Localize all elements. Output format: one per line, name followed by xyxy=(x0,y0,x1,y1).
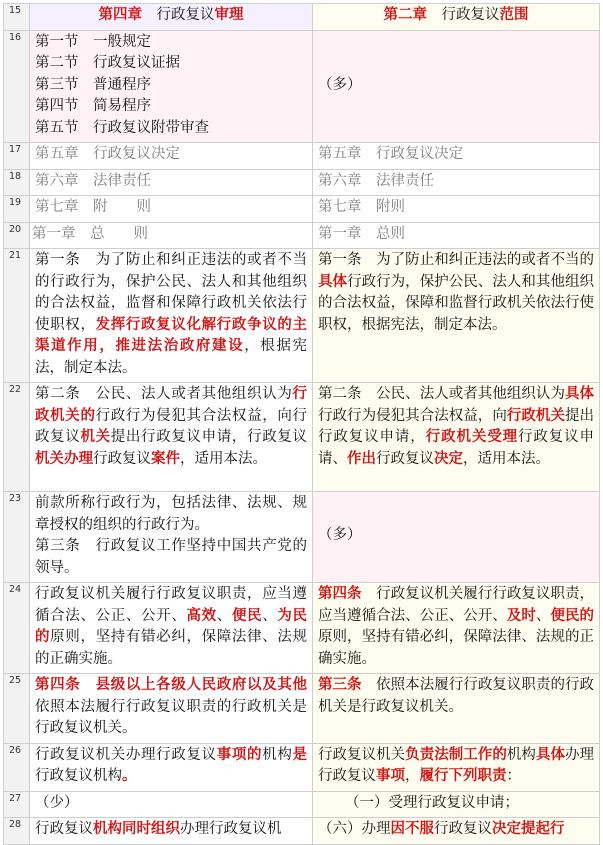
text-span: 第七章 附 则 xyxy=(35,199,151,215)
text-span: 高效 xyxy=(186,607,217,624)
text-span: 行政机关受理 xyxy=(425,429,518,445)
row-number: 16 xyxy=(4,30,30,143)
row-number: 25 xyxy=(4,674,30,744)
text-span: ， xyxy=(405,768,420,784)
text-span: 第一章 总则 xyxy=(318,225,405,242)
old-text-cell xyxy=(30,169,313,196)
text-span: 行政复议 xyxy=(427,7,500,23)
text-span: 范围 xyxy=(499,7,529,23)
text-span: 行政行为侵犯其合法权益，向 xyxy=(318,407,507,424)
text-span: 行政行为，保护公民、法人和其他组织的合法权益，保障和监督行政机关依法行使职权，根据宪法，制定本法。 xyxy=(318,273,595,333)
text-span: 案件 xyxy=(151,450,180,467)
text-span: （多） xyxy=(318,76,362,93)
new-text-cell xyxy=(313,743,600,791)
text-span: 机关 xyxy=(80,429,111,445)
old-text-cell xyxy=(30,249,313,383)
section-line: 第四节 简易程序 xyxy=(35,98,151,114)
table-row xyxy=(4,196,600,223)
new-text-cell xyxy=(313,492,600,583)
table-row xyxy=(4,30,600,143)
old-text-cell xyxy=(30,143,313,170)
text-span: 原则，坚持有错必纠，保障法律、法规的正确实施。 xyxy=(35,629,308,667)
text-span: 履行下列职责 xyxy=(419,768,507,784)
text-span: （一）受理行政复议申请； xyxy=(345,794,519,811)
text-span: 具体 xyxy=(535,746,565,763)
table-row xyxy=(4,818,600,845)
table-row xyxy=(4,222,600,249)
text-span: 机关办理 xyxy=(35,450,93,467)
text-span: 机构同时组织 xyxy=(93,821,180,837)
text-span: 决定提起行 xyxy=(492,821,565,837)
new-text-cell xyxy=(313,30,600,143)
text-span: 作出 xyxy=(347,450,376,467)
text-span: 、 xyxy=(262,607,278,624)
new-text-cell xyxy=(313,674,600,744)
row-number: 15 xyxy=(4,4,30,31)
section-line: 第一节 一般规定 xyxy=(35,33,151,50)
text-span: 第六章 法律责任 xyxy=(318,172,434,189)
new-text-cell xyxy=(313,222,600,249)
old-text-cell xyxy=(30,4,313,31)
table-row xyxy=(4,4,600,31)
new-text-cell xyxy=(313,143,600,170)
text-span: 第五章 行政复议决定 xyxy=(318,146,463,162)
text-span: 行政复议机构 xyxy=(35,768,122,784)
text-span: ，适用本法。 xyxy=(463,450,550,467)
table-row xyxy=(4,249,600,383)
old-text-cell xyxy=(30,30,313,143)
text-span: 第四章 xyxy=(98,7,142,23)
text-span: 事项的 xyxy=(216,746,263,763)
text-span: 便民的 xyxy=(550,607,595,624)
text-span: 办理行政复议机 xyxy=(180,821,282,837)
text-span: 行政复议 xyxy=(93,450,151,467)
text-span: 依照本法履行行政复议职责的行政机关是行政复议机关。 xyxy=(35,698,307,736)
text-span: 行政复议 xyxy=(434,821,492,837)
old-text-cell xyxy=(30,674,313,744)
text-span: 行政复议 xyxy=(142,7,215,23)
text-span: 行政复议 xyxy=(376,450,434,467)
text-span: （六）办理 xyxy=(318,821,391,837)
old-text-cell xyxy=(30,583,313,674)
table-row xyxy=(4,791,600,818)
text-span: 办理行政复议 xyxy=(318,746,595,784)
text-span: 事项 xyxy=(376,768,405,784)
text-span: 第一条 为了防止和纠正违法的或者不当的行政行为，保护公民、法人和其他组织的合法权益，监督和保障行政机关依法行使职权， xyxy=(35,252,307,333)
row-number: 23 xyxy=(4,492,30,583)
text-span: 机构 xyxy=(506,746,536,763)
text-span: 便民 xyxy=(231,607,263,624)
comparison-table xyxy=(3,3,600,845)
text-span: 第五章 行政复议决定 xyxy=(35,146,180,162)
text-span: 决定 xyxy=(434,450,463,467)
new-text-cell xyxy=(313,196,600,223)
text-span: 行政机关 xyxy=(506,407,565,424)
table-row xyxy=(4,583,600,674)
old-text-cell xyxy=(30,383,313,492)
new-text-cell xyxy=(313,818,600,845)
old-text-cell xyxy=(30,492,313,583)
text-span: 负责法制工作的 xyxy=(405,746,507,763)
text-span: 具体 xyxy=(318,273,348,290)
text-span: 机构 xyxy=(262,746,293,763)
new-text-cell xyxy=(313,249,600,383)
text-span: 行政复议机关履行行政复议职责，应当遵循合法、公正、公开、 xyxy=(318,586,595,624)
new-text-cell xyxy=(313,383,600,492)
table-row xyxy=(4,169,600,196)
old-text-cell xyxy=(30,818,313,845)
text-span: 发挥行政复议化解行政争议的主渠道作用，推进法治政府建设 xyxy=(35,316,308,354)
text-span: 因不服 xyxy=(390,821,434,837)
text-span: 。 xyxy=(122,768,137,784)
section-line: 第二节 行政复议证据 xyxy=(35,55,180,71)
row-number: 28 xyxy=(4,818,30,845)
old-text-cell xyxy=(30,196,313,223)
text-span: 提出行政复议申请， xyxy=(318,407,595,445)
text-span: 提出行政复议申请，行政复议 xyxy=(110,429,308,445)
text-span: 第七章 附则 xyxy=(318,199,405,215)
text-span: 及时 xyxy=(506,607,536,624)
text-span: （少） xyxy=(35,794,79,811)
row-number: 17 xyxy=(4,143,30,170)
text-span: ，适用本法。 xyxy=(180,450,267,467)
table-row xyxy=(4,143,600,170)
text-span: 行政机关的 xyxy=(35,386,307,424)
text-span: 原则，坚持有错必纠，保障法律、法规的正确实施。 xyxy=(318,629,594,667)
text-span: 是 xyxy=(292,746,308,763)
text-span: 第六章 法律责任 xyxy=(35,172,151,189)
new-text-cell xyxy=(313,583,600,674)
row-number: 20 xyxy=(4,222,30,249)
text-span: 第三条 xyxy=(318,677,362,693)
text-span: 行政复议机关 xyxy=(318,746,406,763)
text-span: 为民的 xyxy=(35,607,308,645)
row-number: 22 xyxy=(4,383,30,492)
new-text-cell xyxy=(313,4,600,31)
row-number: 27 xyxy=(4,791,30,818)
text-span: 、 xyxy=(216,607,232,624)
text-span: 第二条 公民、法人或者其他组织认为 xyxy=(318,386,565,402)
paragraph: 前款所称行政行为，包括法律、法规、规章授权的组织的行政行为。 xyxy=(35,495,307,533)
text-span: 第四条 xyxy=(318,586,362,602)
section-line: 第三节 普通程序 xyxy=(35,76,151,93)
text-span: 审理 xyxy=(214,7,244,23)
new-text-cell xyxy=(313,169,600,196)
old-text-cell xyxy=(30,222,313,249)
row-number: 18 xyxy=(4,169,30,196)
new-text-cell xyxy=(313,791,600,818)
text-span: 具体 xyxy=(564,386,595,402)
table-row xyxy=(4,674,600,744)
text-span: 行政复议机关办理行政复议 xyxy=(35,746,217,763)
table-row xyxy=(4,743,600,791)
table-row xyxy=(4,383,600,492)
row-number: 19 xyxy=(4,196,30,223)
text-span: 第一条 为了防止和纠正违法的或者不当的 xyxy=(318,252,594,268)
text-span: 行政复议 xyxy=(35,821,93,837)
text-span: 第四条 县级以上各级人民政府以及其他 xyxy=(35,677,307,693)
text-span: 行政复议申请、 xyxy=(318,429,595,467)
text-span: （多） xyxy=(318,527,362,544)
text-span: 、 xyxy=(535,607,551,624)
text-span: 第二章 xyxy=(383,7,427,23)
old-text-cell xyxy=(30,743,313,791)
text-span: 依照本法履行行政复议职责的行政机关是行政复议机关。 xyxy=(318,677,595,715)
old-text-cell xyxy=(30,791,313,818)
row-number: 26 xyxy=(4,743,30,791)
text-span: 行政复议机关履行行政复议职责，应当遵循合法、公正、公开、 xyxy=(35,586,307,624)
text-span: 第二条 公民、法人或者其他组织认为 xyxy=(35,386,293,402)
text-span: 第一章 总 则 xyxy=(32,225,148,242)
row-number: 21 xyxy=(4,249,30,383)
section-line: 第五节 行政复议附带审查 xyxy=(35,119,209,136)
text-span: ： xyxy=(506,768,521,784)
row-number: 24 xyxy=(4,583,30,674)
paragraph: 第三条 行政复议工作坚持中国共产党的领导。 xyxy=(35,538,307,576)
table-row xyxy=(4,492,600,583)
text-span: 行政行为侵犯其合法权益，向行政复议 xyxy=(35,407,308,445)
text-span: ，根据宪法，制定本法。 xyxy=(35,338,307,376)
